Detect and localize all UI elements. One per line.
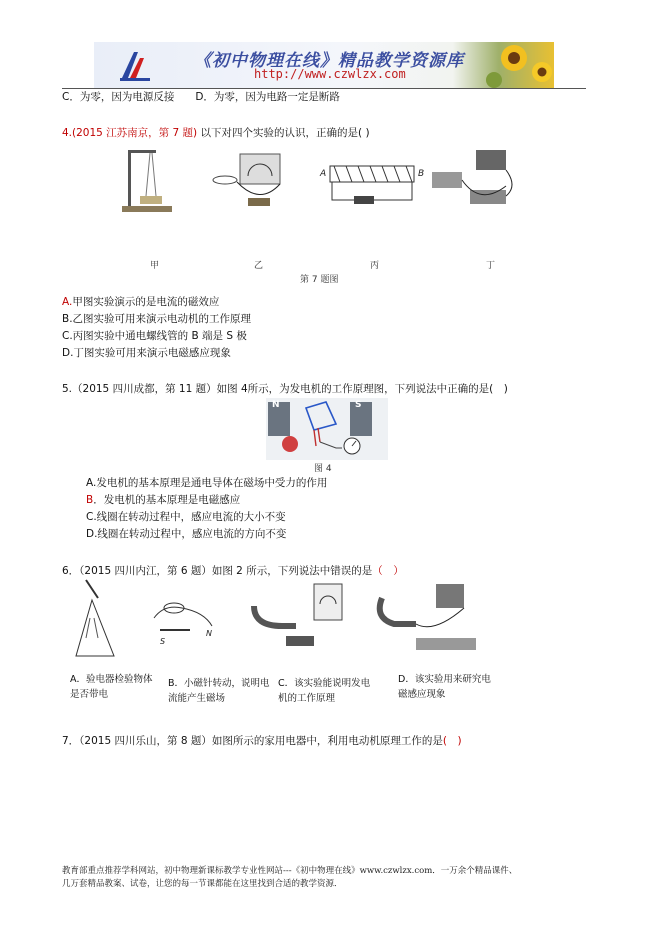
question-5-close: ) bbox=[503, 383, 508, 395]
header-rule bbox=[62, 88, 586, 89]
svg-text:N: N bbox=[206, 629, 212, 638]
figure-label-ding: 丁 bbox=[486, 261, 496, 271]
caption-d bbox=[398, 672, 491, 702]
question-6-stem bbox=[62, 564, 404, 578]
page-footer bbox=[62, 865, 602, 891]
svg-text:B: B bbox=[418, 169, 425, 179]
question-4-number: 4. bbox=[62, 127, 73, 139]
question-5-text: 5.（2015 四川成都，第 11 题）如图 4所示，为发电机的工作原理图，下列说法中正确的是( bbox=[62, 383, 494, 395]
question-4-source: (2015 江苏南京，第 7 题) bbox=[72, 127, 198, 139]
option-b-text: ．发电机的基本原理是电磁感应 bbox=[93, 494, 241, 506]
question-5-option-a: A.发电机的基本原理是通电导体在磁场中受力的作用 bbox=[86, 477, 328, 489]
sunflower-image bbox=[484, 42, 554, 88]
caption-c bbox=[278, 676, 370, 706]
question-4-option-b: B.乙图实验可用来演示电动机的工作原理 bbox=[62, 313, 252, 325]
caption-d-line-1: D．该实验用来研究电 bbox=[398, 674, 491, 685]
option-a-letter: A. bbox=[62, 296, 73, 308]
caption-a-line-1: A．验电器检验物体 bbox=[70, 674, 153, 685]
caption-b bbox=[168, 676, 270, 706]
magnet-north-label: N bbox=[272, 400, 280, 410]
question-5-option-c: C.线圈在转动过程中，感应电流的大小不变 bbox=[86, 511, 286, 523]
previous-question-options: C．为零，因为电源反接 D．为零，因为电路一定是断路 bbox=[62, 91, 340, 103]
question-5-stem bbox=[62, 382, 508, 396]
question-4-figure-caption: 第 7 题图 bbox=[300, 275, 339, 285]
caption-d-line-2: 磁感应现象 bbox=[398, 689, 446, 700]
figure-label-jia: 甲 bbox=[150, 261, 160, 271]
question-7-paren: ( ) bbox=[442, 735, 462, 747]
header-banner bbox=[94, 42, 554, 89]
question-4-text: 以下对四个实验的认识，正确的是( bbox=[200, 127, 363, 139]
question-4-figure bbox=[120, 146, 530, 256]
question-7-stem bbox=[62, 734, 462, 748]
footer-line-2: 几万套精品教案、试卷，让您的每一节课都能在这里找到合适的教学资源． bbox=[62, 879, 343, 889]
question-7-text: 7．（2015 四川乐山，第 8 题）如图所示的家用电器中，利用电动机原理工作的是 bbox=[62, 735, 443, 747]
svg-text:S: S bbox=[160, 637, 166, 646]
question-5-option-d: D.线圈在转动过程中，感应电流的方向不变 bbox=[86, 528, 287, 540]
caption-c-line-2: 机的工作原理 bbox=[278, 693, 336, 704]
caption-b-line-2: 流能产生磁场 bbox=[168, 693, 226, 704]
question-4-option-c: C.丙图实验中通电螺线管的 B 端是 S 极 bbox=[62, 330, 247, 342]
question-4-option-a bbox=[62, 295, 219, 309]
figure-label-bing: 丙 bbox=[370, 261, 380, 271]
question-5-option-b bbox=[86, 493, 240, 507]
figure-label-yi: 乙 bbox=[254, 261, 264, 271]
option-b-letter: B bbox=[86, 494, 94, 506]
question-4-close: ) bbox=[365, 127, 370, 139]
question-6-figure bbox=[64, 578, 504, 670]
caption-b-line-1: B．小磁针转动，说明电 bbox=[168, 678, 270, 689]
question-6-paren: （ ） bbox=[372, 565, 404, 577]
question-4-stem bbox=[62, 126, 370, 140]
footer-line-1: 教育部重点推荐学科网站，初中物理新课标教学专业性网站---《初中物理在线》www.czwlzx.com．一万余个精品课件、 bbox=[62, 866, 518, 876]
question-6-text: 6．（2015 四川内江，第 6 题）如图 2 所示，下列说法中错误的是 bbox=[62, 565, 373, 577]
svg-text:A: A bbox=[320, 169, 327, 179]
magnet-south-label: S bbox=[355, 400, 362, 410]
caption-c-line-1: C．该实验能说明发电 bbox=[278, 678, 371, 689]
site-logo bbox=[118, 48, 152, 82]
caption-a bbox=[70, 672, 153, 702]
question-5-figure-caption: 图 4 bbox=[314, 464, 332, 474]
banner-title: 《初中物理在线》精品教学资源库 bbox=[194, 51, 464, 71]
caption-a-line-2: 是否带电 bbox=[70, 689, 109, 700]
banner-url[interactable]: http://www.czwlzx.com bbox=[254, 67, 406, 81]
option-a-text: 甲图实验演示的是电流的磁效应 bbox=[72, 296, 220, 308]
question-4-option-d: D.丁图实验可用来演示电磁感应现象 bbox=[62, 347, 231, 359]
generator-figure bbox=[266, 398, 388, 460]
